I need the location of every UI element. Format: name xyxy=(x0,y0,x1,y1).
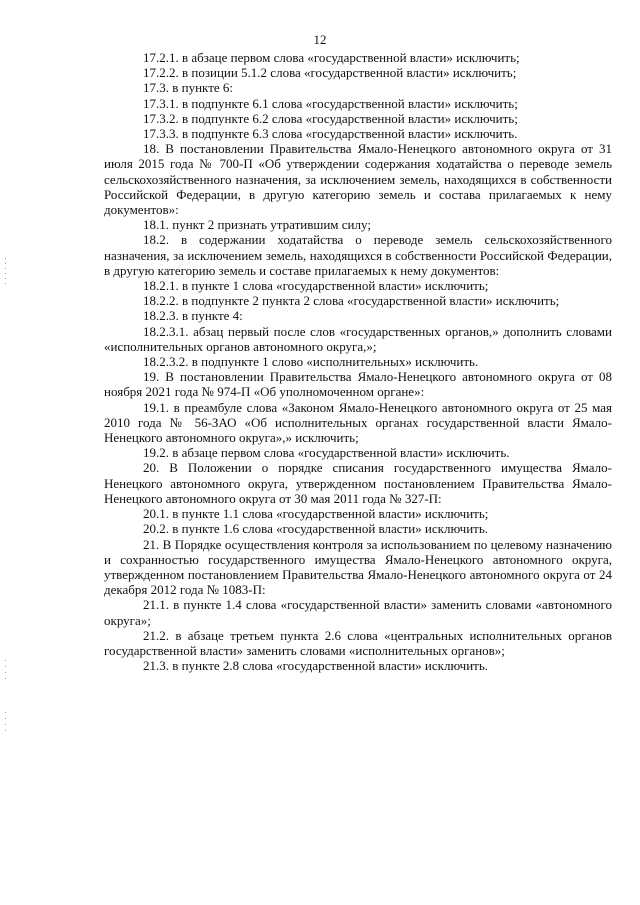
margin-dot xyxy=(5,268,6,269)
margin-dot xyxy=(5,283,6,284)
paragraph-19-2: 19.2. в абзаце первом слова «государственной власти» исключить. xyxy=(143,445,510,461)
paragraph-18-1: 18.1. пункт 2 признать утратившим силу; xyxy=(143,217,371,233)
paragraph-21: 21. В Порядке осуществления контроля за использованием по целевому назначению и сохранностью государственного имущества Ямало-Ненецкого автономного округа, утвержденном постановлением Правительства Ямало-Ненецкого автономного округа от 24 декабря 2012 года № 1083-П: xyxy=(104,536,612,598)
paragraph-19-1: 19.1. в преамбуле слова «Законом Ямало-Ненецкого автономного округа от 25 мая 2010 года № 56-ЗАО «Об исполнительных органах государственной власти Ямало-Ненецкого автономного округа»,» исключить; xyxy=(104,399,612,446)
paragraph-21-1: 21.1. в пункте 1.4 слова «государственной власти» заменить словами «автономного округа»; xyxy=(104,597,612,628)
margin-dot xyxy=(5,278,6,279)
paragraph-21-2: 21.2. в абзаце третьем пункта 2.6 слова «центральных исполнительных органов государственной власти» заменить словами «исполнительных органов»; xyxy=(104,627,612,658)
margin-dot xyxy=(5,263,6,264)
margin-dot xyxy=(5,666,6,667)
margin-dot xyxy=(5,730,6,731)
margin-dot xyxy=(5,678,6,679)
paragraph-18-2-2: 18.2.2. в подпункте 2 пункта 2 слова «государственной власти» исключить; xyxy=(143,293,560,309)
margin-dot xyxy=(5,660,6,661)
paragraph-21-3: 21.3. в пункте 2.8 слова «государственной власти» исключить. xyxy=(143,658,489,674)
paragraph-17-3: 17.3. в пункте 6: xyxy=(143,80,234,96)
paragraph-18-2-3-2: 18.2.3.2. в подпункте 1 слово «исполнительных» исключить. xyxy=(143,354,479,370)
paragraph-18-2-3-1: 18.2.3.1. абзац первый после слов «государственных органов,» дополнить словами «исполнительных органов автономного округа,»; xyxy=(104,323,612,354)
page-number: 12 xyxy=(313,32,327,47)
margin-dot xyxy=(5,712,6,713)
margin-dot xyxy=(5,672,6,673)
paragraph-20-2: 20.2. в пункте 1.6 слова «государственной власти» исключить. xyxy=(143,521,489,537)
paragraph-17-3-2: 17.3.2. в подпункте 6.2 слова «государственной власти» исключить; xyxy=(143,110,518,126)
margin-dot xyxy=(5,258,6,259)
scan-margin-marks xyxy=(3,0,11,905)
paragraph-20-1: 20.1. в пункте 1.1 слова «государственной власти» исключить; xyxy=(143,506,489,522)
paragraph-17-3-3: 17.3.3. в подпункте 6.3 слова «государственной власти» исключить. xyxy=(143,126,518,142)
paragraph-17-2-1: 17.2.1. в абзаце первом слова «государственной власти» исключить; xyxy=(143,50,520,65)
paragraph-17-2-2: 17.2.2. в позиции 5.1.2 слова «государственной власти» исключить; xyxy=(143,65,517,81)
paragraph-18-2-1: 18.2.1. в пункте 1 слова «государственной власти» исключить; xyxy=(143,278,489,294)
paragraph-17-3-1: 17.3.1. в подпункте 6.1 слова «государственной власти» исключить; xyxy=(143,95,518,111)
paragraph-18-2-3: 18.2.3. в пункте 4: xyxy=(143,308,243,324)
paragraph-18: 18. В постановлении Правительства Ямало-Ненецкого автономного округа от 31 июля 2015 года № 700-П «Об утверждении содержания ходатайства о переводе земель сельскохозяйственного назначения, за исключением земель, находящихся в собственности Российской Федерации, в другую категорию земель и состава прилагаемых к нему документов»: xyxy=(104,141,612,218)
paragraph-19: 19. В постановлении Правительства Ямало-Ненецкого автономного округа от 08 ноября 2021 года № 974-П «Об уполномоченном органе»: xyxy=(104,369,612,400)
margin-dot xyxy=(5,273,6,274)
paragraph-18-2: 18.2. в содержании ходатайства о переводе земель сельскохозяйственного назначения, за исключением земель, находящихся в собственности Российской Федерации, в другую категорию земель и составе прилагаемых к нему документов: xyxy=(104,232,612,278)
paragraph-20: 20. В Положении о порядке списания государственного имущества Ямало-Ненецкого автономного округа, утвержденном постановлением Правительства Ямало-Ненецкого автономного округа от 30 мая 2011 года № 327-П: xyxy=(104,460,612,506)
margin-dot xyxy=(5,724,6,725)
document-body xyxy=(104,50,612,673)
margin-dot xyxy=(5,718,6,719)
